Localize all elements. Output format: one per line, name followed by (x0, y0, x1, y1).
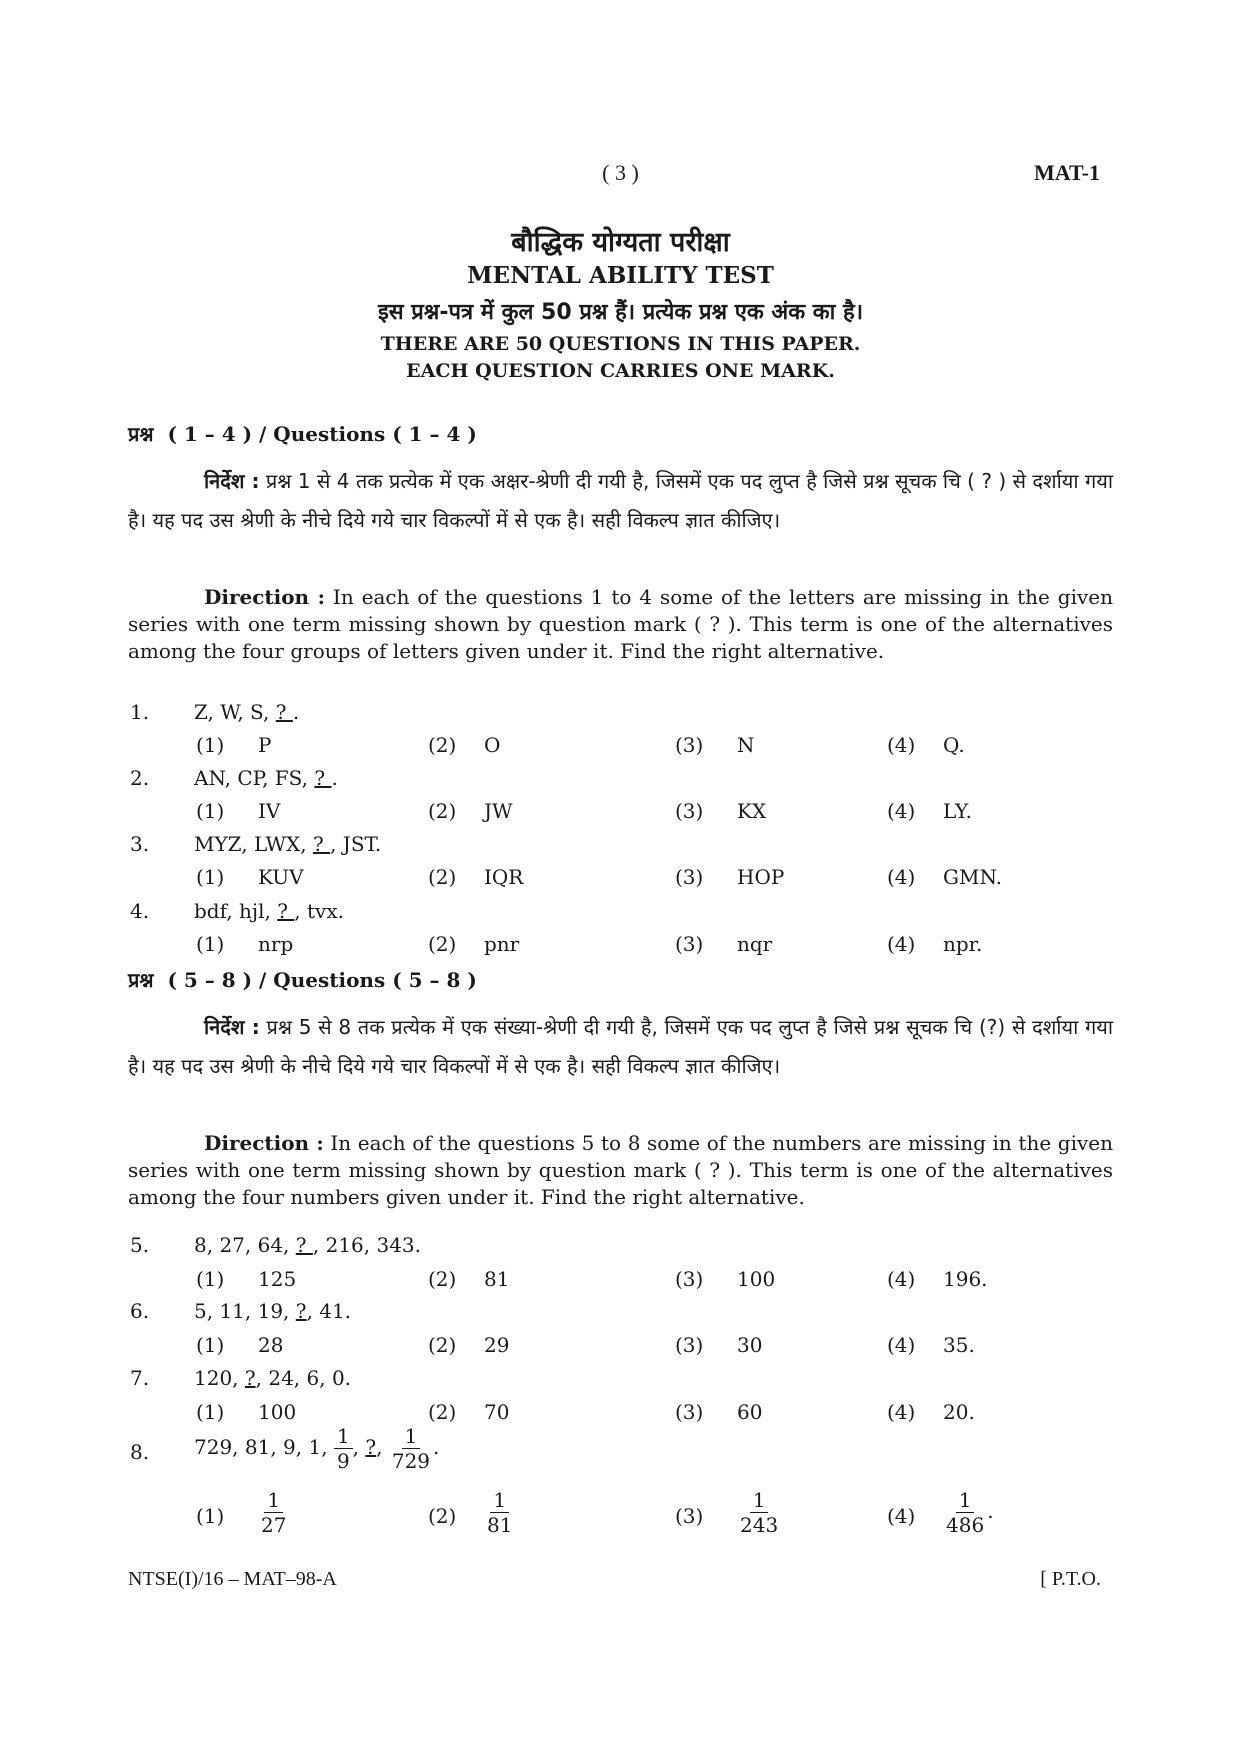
option-value: 125 (258, 1267, 297, 1291)
footer-code: NTSE(I)/16 – MAT–98-A (128, 1568, 337, 1590)
option-label: (2) (428, 1504, 457, 1528)
option-label: (1) (196, 1504, 225, 1528)
option-value: LY. (943, 799, 972, 823)
series-text: 8, 27, 64, (194, 1233, 296, 1257)
blank: ? (244, 1366, 256, 1390)
option-label: (4) (887, 733, 916, 757)
blank: ? (277, 899, 295, 923)
fraction (389, 1426, 433, 1471)
series-end: , 216, 343. (312, 1233, 422, 1257)
blank: ? (275, 700, 293, 724)
series-text: MYZ, LWX, (194, 832, 313, 856)
fraction-numerator: 1 (490, 1490, 509, 1513)
note-english-2: EACH QUESTION CARRIES ONE MARK. (406, 360, 835, 382)
option-end: . (987, 1499, 994, 1523)
blank: ? (295, 1233, 313, 1257)
option-label: (2) (428, 1267, 457, 1291)
option-label: (1) (196, 865, 225, 889)
option-label: (3) (675, 799, 704, 823)
section-2-heading (128, 966, 477, 993)
question-8-series (194, 1426, 439, 1471)
question-number: 5. (130, 1233, 150, 1257)
option-value: 100 (737, 1267, 776, 1291)
option-value: JW (484, 799, 513, 823)
question-number: 6. (130, 1299, 150, 1323)
question-series (194, 832, 381, 856)
note-hindi: इस प्रश्न-पत्र में कुल 50 प्रश्न हैं। प्रत्येक प्रश्न एक अंक का है। (377, 300, 864, 325)
title-english: MENTAL ABILITY TEST (467, 262, 774, 289)
series-end: . (433, 1435, 440, 1459)
series-text: AN, CP, FS, (194, 766, 315, 790)
separator: , (376, 1435, 389, 1459)
note-english-1: THERE ARE 50 QUESTIONS IN THIS PAPER. (380, 333, 861, 355)
series-end: , 41. (306, 1299, 352, 1323)
option-label: (1) (196, 733, 225, 757)
fraction-numerator: 1 (750, 1490, 769, 1513)
series-end: , 24, 6, 0. (255, 1366, 352, 1390)
question-number: 1. (130, 700, 150, 724)
option-value (484, 1490, 515, 1535)
series-text: bdf, hjl, (194, 899, 278, 923)
option-value: P (258, 733, 272, 757)
fraction (737, 1490, 781, 1535)
option-label: (4) (887, 865, 916, 889)
option-label: (4) (887, 1504, 916, 1528)
option-value: nrp (258, 932, 294, 956)
option-label: (3) (675, 733, 704, 757)
question-series (194, 700, 299, 724)
option-label: (3) (675, 1333, 704, 1357)
fraction-denominator: 9 (336, 1449, 350, 1473)
hindi-label: निर्देश : (204, 1015, 260, 1039)
question-series (194, 1299, 351, 1323)
option-value: 28 (258, 1333, 284, 1357)
hindi-text: प्रश्न 5 से 8 तक प्रत्येक में एक संख्या-श्रेणी दी गयी है, जिसमें एक पद लुप्त है जिसे प्रश्न सूचक चि (?) से दर्शाया गया है। यह पद उस श्रेणी के नीचे दिये गये चार विकल्पों में से एक है। सही विकल्प ज्ञात कीजिए। (128, 1015, 1113, 1078)
section-1-heading-hi: प्रश्न (128, 422, 154, 446)
option-value: IV (258, 799, 281, 823)
direction-text: In each of the questions 1 to 4 some of the letters are missing in the given series with one term missing shown by question mark ( ? ). This term is one of the alternatives among the four groups of letters given under it. Find the right alternative. (128, 585, 1114, 663)
option-value: 60 (737, 1400, 763, 1424)
option-value: IQR (484, 865, 524, 889)
option-label: (2) (428, 733, 457, 757)
fraction-denominator: 81 (487, 1513, 513, 1537)
series-end: , tvx. (294, 899, 344, 923)
series-text: 5, 11, 19, (194, 1299, 296, 1323)
fraction-numerator: 1 (334, 1426, 353, 1449)
question-series (194, 766, 338, 790)
series-end: , JST. (330, 832, 382, 856)
series-text: 120, (194, 1366, 245, 1390)
title-hindi: बौद्धिक योग्यता परीक्षा (511, 227, 730, 258)
separator: , (352, 1435, 366, 1459)
section-2-heading-hi: प्रश्न (128, 968, 154, 992)
section-1-english-direction (128, 584, 1113, 665)
section-1-hindi-direction (128, 462, 1113, 540)
series-text: Z, W, S, (194, 700, 276, 724)
question-series (194, 899, 344, 923)
option-value: 20. (943, 1400, 975, 1424)
fraction-denominator: 27 (261, 1513, 287, 1537)
option-value: 196. (943, 1267, 988, 1291)
option-value: N (737, 733, 755, 757)
option-value: O (484, 733, 501, 757)
blank: ? (365, 1435, 377, 1459)
blank: ? (314, 766, 332, 790)
option-value: 30 (737, 1333, 763, 1357)
fraction-denominator: 486 (946, 1513, 985, 1537)
option-value: Q. (943, 733, 965, 757)
option-value: KUV (258, 865, 304, 889)
option-label: (4) (887, 1400, 916, 1424)
option-value: HOP (737, 865, 785, 889)
fraction (334, 1426, 353, 1471)
option-label: (2) (428, 932, 457, 956)
direction-label: Direction : (204, 1131, 324, 1155)
section-2-heading-en: ( 5 – 8 ) / Questions ( 5 – 8 ) (167, 968, 477, 992)
option-value: 70 (484, 1400, 510, 1424)
option-value (737, 1490, 781, 1535)
pto-label: [ P.T.O. (1040, 1568, 1101, 1590)
blank: ? (313, 832, 331, 856)
direction-text: In each of the questions 5 to 8 some of the numbers are missing in the given series with one term missing shown by question mark ( ? ). This term is one of the alternatives among the four numbers given under it. Find the right alternative. (128, 1131, 1114, 1209)
fraction-numerator: 1 (402, 1426, 421, 1449)
option-label: (1) (196, 932, 225, 956)
fraction-denominator: 243 (740, 1513, 779, 1537)
fraction-numerator: 1 (264, 1490, 283, 1513)
section-1-heading-en: ( 1 – 4 ) / Questions ( 1 – 4 ) (167, 422, 477, 446)
series-end: . (292, 700, 300, 724)
option-label: (3) (675, 932, 704, 956)
question-series (194, 1233, 421, 1257)
fraction (943, 1490, 987, 1535)
option-label: (4) (887, 1267, 916, 1291)
option-value: pnr (484, 932, 520, 956)
blank: ? (295, 1299, 307, 1323)
page-number: ( 3 ) (602, 160, 639, 185)
option-value: 100 (258, 1400, 297, 1424)
hindi-text: प्रश्न 1 से 4 तक प्रत्येक में एक अक्षर-श्रेणी दी गयी है, जिसमें एक पद लुप्त है जिसे प्रश्न सूचक चि ( ? ) से दर्शाया गया है। यह पद उस श्रेणी के नीचे दिये गये चार विकल्पों में से एक है। सही विकल्प ज्ञात कीजिए। (128, 469, 1113, 532)
question-number: 4. (130, 899, 150, 923)
option-label: (4) (887, 932, 916, 956)
option-label: (3) (675, 1400, 704, 1424)
question-number: 2. (130, 766, 150, 790)
option-value: 81 (484, 1267, 510, 1291)
option-label: (4) (887, 1333, 916, 1357)
option-value (943, 1490, 994, 1535)
option-label: (2) (428, 1400, 457, 1424)
option-label: (3) (675, 1267, 704, 1291)
option-label: (2) (428, 1333, 457, 1357)
question-number: 3. (130, 832, 150, 856)
option-label: (2) (428, 799, 457, 823)
option-label: (2) (428, 865, 457, 889)
option-label: (1) (196, 1400, 225, 1424)
question-number: 7. (130, 1366, 150, 1390)
option-label: (3) (675, 865, 704, 889)
option-value: npr. (943, 932, 983, 956)
option-value: nqr (737, 932, 773, 956)
option-value: GMN. (943, 865, 1003, 889)
fraction-numerator: 1 (956, 1490, 975, 1513)
question-series (194, 1366, 351, 1390)
section-2-hindi-direction (128, 1008, 1113, 1086)
option-value: KX (737, 799, 767, 823)
direction-label: Direction : (204, 585, 325, 609)
question-number: 8. (130, 1440, 150, 1464)
fraction (484, 1490, 515, 1535)
fraction-denominator: 729 (391, 1449, 431, 1473)
series-end: . (331, 766, 338, 790)
section-2-english-direction (128, 1130, 1113, 1211)
section-1-heading (128, 420, 477, 447)
option-value: 29 (484, 1333, 510, 1357)
option-value (258, 1490, 289, 1535)
option-label: (1) (196, 1267, 225, 1291)
option-label: (1) (196, 799, 225, 823)
series-text: 729, 81, 9, 1, (194, 1435, 334, 1459)
fraction (258, 1490, 289, 1535)
paper-code: MAT-1 (1034, 160, 1100, 185)
option-label: (3) (675, 1504, 704, 1528)
option-label: (1) (196, 1333, 225, 1357)
option-value: 35. (943, 1333, 975, 1357)
option-label: (4) (887, 799, 916, 823)
hindi-label: निर्देश : (204, 469, 260, 493)
